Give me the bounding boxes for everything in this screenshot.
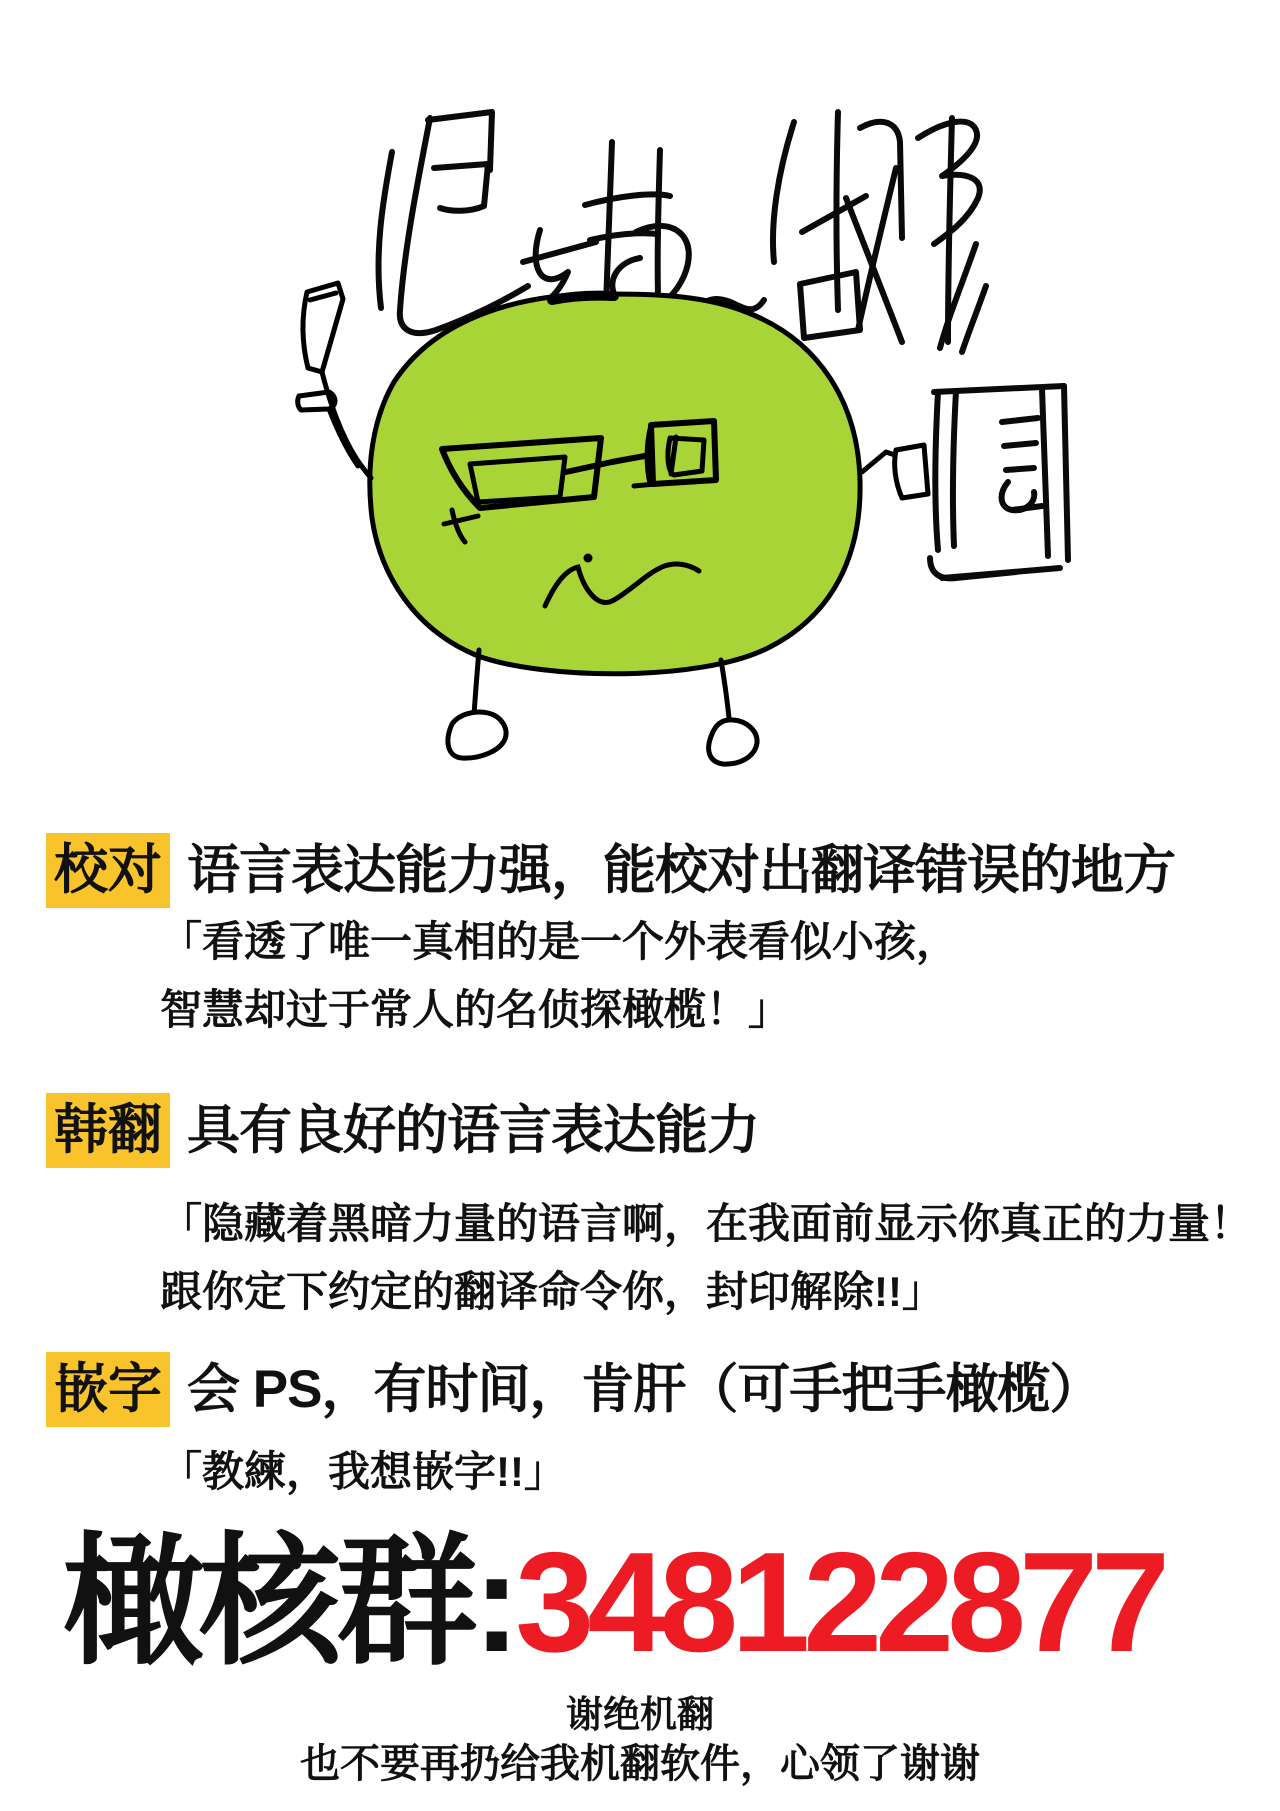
left-leg [474,650,479,716]
face-dot [584,554,593,563]
footer-line-1: 谢绝机翻 [566,1694,714,1735]
doodle-drawing [0,0,1280,790]
section-korean-translate [46,1093,759,1168]
group-number: 348122877 [515,1523,1164,1682]
section-korean-translate-quote [160,1190,1252,1326]
right-hand [895,445,928,498]
quote-line: 跟你定下约定的翻译命令你，封印解除!!」 [160,1268,944,1315]
left-arm2 [329,409,358,466]
left-foot [448,712,506,758]
section-typeset-label: 嵌字 [46,1352,170,1427]
group-number-line [62,1518,1163,1688]
quote-line: 「教練，我想嵌字!!」 [160,1448,566,1495]
section-korean-translate-label: 韩翻 [46,1093,170,1168]
section-proofread [46,833,1175,908]
quote-line: 智慧却过于常人的名侦探橄榄！」 [160,986,791,1033]
right-lens-bottom-ext [634,484,656,486]
olive-character-doodle [298,283,928,764]
section-proofread-quote [160,908,958,1044]
left-arm [322,372,371,478]
section-typeset [46,1352,1101,1427]
section-proofread-label: 校对 [46,833,170,908]
held-sign-doodle [930,386,1068,578]
right-foot [709,720,757,764]
section-typeset-heading: 会 PS，有时间，肯肝（可手把手橄榄） [187,1360,1102,1419]
quote-line: 「看透了唯一真相的是一个外表看似小孩， [160,918,959,965]
footer-note [0,1692,1280,1790]
olive-body [370,294,860,674]
section-proofread-heading: 语言表达能力强，能校对出翻译错误的地方 [187,841,1175,900]
head-top-stroke [552,296,614,300]
footer-line-2: 也不要再扔给我机翻软件，心领了谢谢 [300,1742,980,1786]
group-number-prefix: 橄核群: [62,1523,516,1682]
section-korean-translate-heading: 具有良好的语言表达能力 [187,1101,759,1160]
quote-line: 「隐藏着黑暗力量的语言啊，在我面前显示你真正的力量！ [160,1200,1253,1247]
section-typeset-quote [160,1438,566,1506]
